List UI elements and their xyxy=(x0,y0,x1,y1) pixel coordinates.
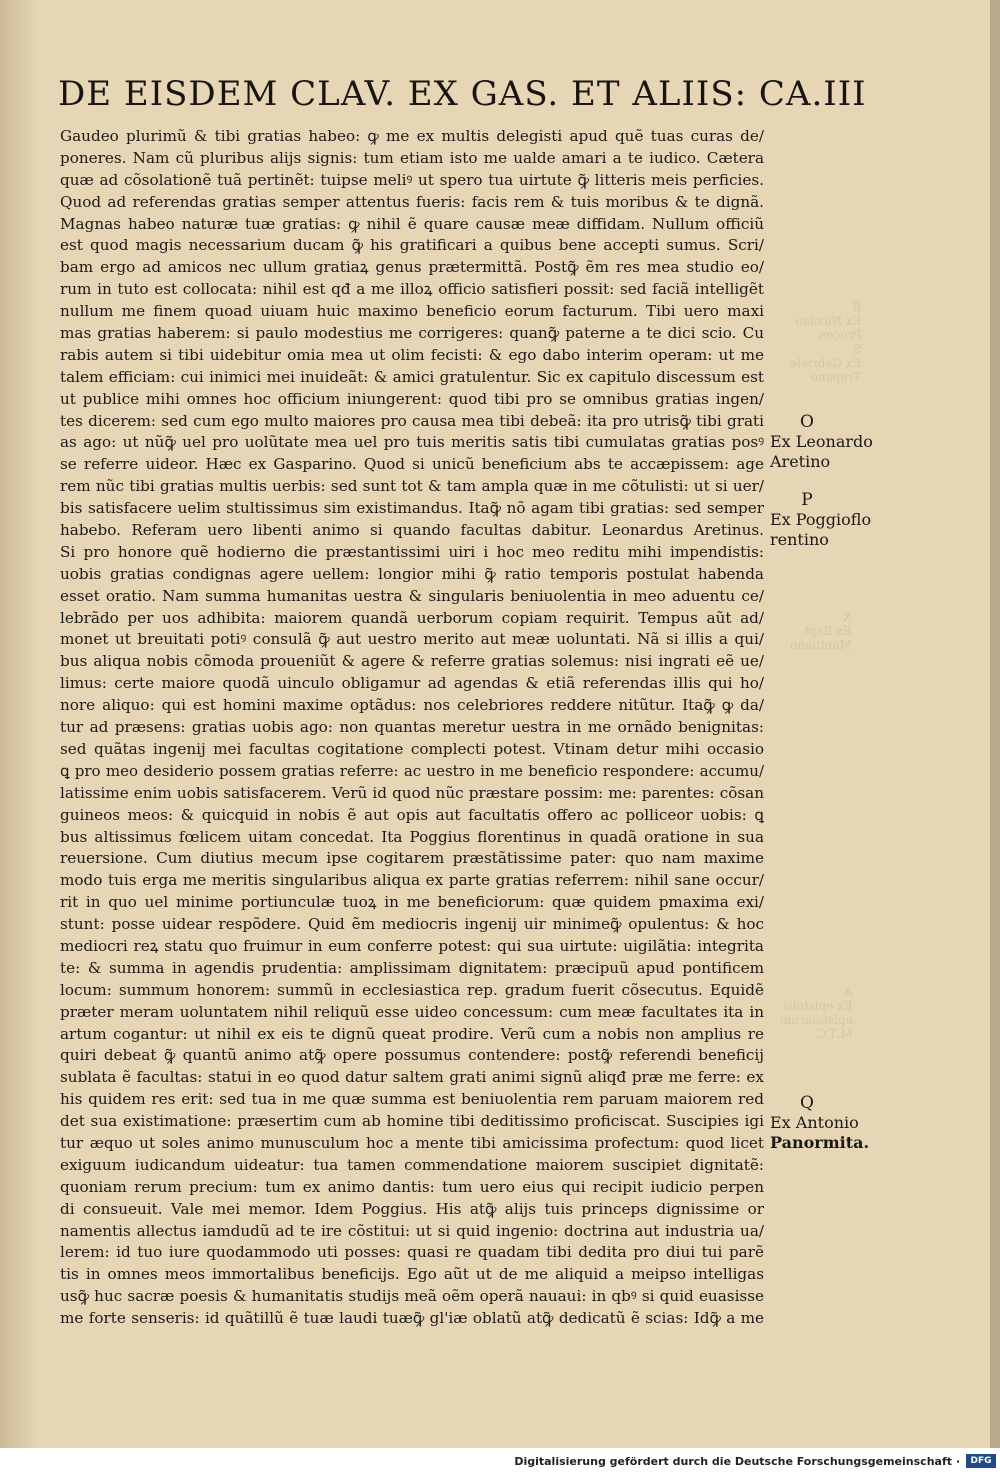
text-line: Si pro honore quẽ hodierno die præstantissimi uiri i hoc meo reditu mihi impendistis: xyxy=(60,542,764,561)
text-line: exiguum iudicandum uideatur: tua tamen commendatione maiorem suscipiet dignitatẽ: xyxy=(60,1155,764,1174)
text-line: talem efficiam: cui inimici mei inuideãt: & amici gratulentur. Sic ex capitulo discessum est xyxy=(60,367,764,386)
margin-note-line: Aretino xyxy=(770,452,831,471)
text-line: sed quãtas ingenij mei facultas cogitatione complecti potest. Vtinam detur mihi occasio xyxy=(60,739,764,758)
margin-note-antonio xyxy=(770,1093,869,1153)
text-line: habebo. Referam uero libenti animo si quando facultas dabitur. Leonardus Aretinus. xyxy=(60,521,764,540)
page-header: DE EISDEM CLAV. EX GAS. ET ALIIS: CA.III xyxy=(58,74,867,114)
body-text xyxy=(60,126,764,1330)
text-line: nullum me finem quoad uiuam huic maximo beneficio eorum facturum. Tibi uero maxi xyxy=(60,302,764,321)
text-line: ꝗ pro meo desiderio possem gratias referre: ac uestro in me beneficio respondere: accumu/ xyxy=(60,761,764,780)
text-line: quoniam rerum precium: tum ex animo dantis: tum uero eius qui recipit iudicio perpen xyxy=(60,1177,764,1196)
text-line: rum in tuto est collocata: nihil est qđ a me illoꝝ officio satisfieri possit: sed faciã intelligẽt xyxy=(60,280,764,299)
text-line: bus aliqua nobis cõmoda proueniũt & agere & referre gratias solemus: nisi ingrati eẽ ue/ xyxy=(60,652,764,671)
text-line: usꝙ̃ huc sacræ poesis & humanitatis studijs meã oẽm operã nauaui: in qbꝰ si quid euasisse xyxy=(60,1287,764,1306)
text-line: limus: certe maiore quodã uinculo obligamur ad agendas & etiã referendas illis qui ho/ xyxy=(60,674,764,693)
text-line: tis in omnes meos immortalibus beneficijs. Ego aũt ut de me aliquid a meipso intelligas xyxy=(60,1265,764,1284)
text-line: latissime enim uobis satisfacerem. Verũ id quod nũc præstare possim: me: parentes: cõsan xyxy=(60,783,764,802)
text-line: locum: summum honorem: summũ in ecclesiastica rep. gradum fuerit cõsecutus. Equidẽ xyxy=(60,980,764,999)
text-line: guineos meos: & quicquid in nobis ẽ aut opis aut facultatis offero ac polliceor uobis: ꝗ xyxy=(60,805,764,824)
text-line: te: & summa in agendis prudentia: amplissimam dignitatem: præcipuũ apud pontificem xyxy=(60,958,764,977)
text-line: artum cogantur: ut nihil ex eis te dignũ queat prodire. Verũ cum a nobis non amplius re xyxy=(60,1024,764,1043)
text-line: poneres. Nam cũ pluribus alijs signis: tum etiam isto me ualde amari a te iudico. Cætera xyxy=(60,148,764,167)
text-line: di consueuit. Vale mei memor. Idem Poggius. His atꝙ̃ alijs tuis princeps dignissime or xyxy=(60,1199,764,1218)
text-line: me forte senseris: id quãtillũ ẽ tuæ laudi tuæꝙ̃ gl'iæ oblatũ atꝙ̃ dedicatũ ẽ scias: Idꝙ̃ a me xyxy=(60,1309,764,1328)
text-line: stunt: posse uidear respõdere. Quid ẽm mediocris ingenij uir minimeꝙ̃ opulentus: & hoc xyxy=(60,915,764,934)
text-line: his quidem res erit: sed tua in me quæ summa est beniuolentia rem paruam maiorem red xyxy=(60,1090,764,1109)
text-line: lerem: id tuo iure quodammodo uti posses: quasi re quadam tibi dedita pro diui tui parẽ xyxy=(60,1243,764,1262)
text-line: Magnas habeo naturæ tuæ gratias: ꝙ nihil ẽ quare causæ meæ diffidam. Nullum officiũ xyxy=(60,214,764,233)
margin-note-leonardo xyxy=(770,412,873,472)
text-line: Quod ad referendas gratias semper attentus fueris: facis rem & tuis moribus & te dignã. xyxy=(60,192,764,211)
funding-credit: Digitalisierung gefördert durch die Deutsche Forschungsgemeinschaft · xyxy=(514,1455,960,1468)
text-line: se referre uideor. Hæc ex Gasparino. Quod si unicũ beneficium abs te accæpissem: age xyxy=(60,455,764,474)
text-line: rem nũc tibi gratias multis uerbis: sed sunt tot & tam ampla quæ in me cõtulisti: ut si uer/ xyxy=(60,477,764,496)
text-line: bus altissimus fœlicem uitam concedat. Ita Poggius florentinus in quadã oratione in sua xyxy=(60,827,764,846)
text-line: uobis gratias condignas agere uellem: longior mihi ꝙ̃ ratio temporis postulat habenda xyxy=(60,564,764,583)
text-line: lebrãdo per uos adhibita: maiorem quandã uerborum copiam requirit. Tempus aũt ad/ xyxy=(60,608,764,627)
text-line: quæ ad cõsolationẽ tuã pertinẽt: tuipse meliꝰ ut spero tua uirtute ꝙ̃ litteris meis perficies. xyxy=(60,170,764,189)
signature-mark: O xyxy=(800,412,814,432)
margin-note-line: Panormita. xyxy=(770,1133,870,1152)
text-line: quiri debeat ꝙ̃ quantũ animo atꝙ̃ opere possumus contendere: postꝙ̃ referendi beneficij xyxy=(60,1046,764,1065)
margin-note-poggio xyxy=(770,490,871,550)
bleed-through-text-2: X Ex Bapt. Mantuano xyxy=(790,610,852,652)
text-line: tes dicerem: sed cum ego multo maiores pro causa mea tibi debeã: ita pro utrisꝙ̃ tibi grati xyxy=(60,411,764,430)
text-line: bam ergo ad amicos nec ullum gratiaꝝ genus prætermittã. Postꝙ̃ ẽm res mea studio eo/ xyxy=(60,258,764,277)
text-line: reuersione. Cum diutius mecum ipse cogitarem præstãtissime pater: quo nam maxime xyxy=(60,849,764,868)
text-line: rit in quo uel minime portiunculæ tuoꝝ in me beneficiorum: quæ quidem pmaxima exi/ xyxy=(60,893,764,912)
text-line: esset oratio. Nam summa humanitas uestra & singularis beniuolentia in meo aduentu ce/ xyxy=(60,586,764,605)
text-line: Gaudeo plurimũ & tibi gratias habeo: ꝙ me ex multis delegisti apud quẽ tuas curas de/ xyxy=(60,127,764,145)
margin-note-line: Ex Poggioflo xyxy=(770,510,872,529)
bleed-through-text-3: A Ex epistolis epistolarum M.T.C. xyxy=(780,985,853,1041)
dfg-logo: DFG xyxy=(966,1454,996,1468)
text-line: mas gratias haberem: si paulo modestius me corrigeres: quanꝙ̃ paterne a te dici scio. Cu xyxy=(60,324,764,343)
text-line: tur æquo ut soles animo munusculum hoc a mente tibi amicissima profectum: quod licet xyxy=(60,1133,764,1152)
text-line: modo tuis erga me meritis singularibus aliqua ex parte gratias referrem: nihil sane occur/ xyxy=(60,871,764,890)
signature-mark: P xyxy=(801,490,813,510)
text-line: bis satisfacere uelim stultissimus sim existimandus. Itaꝙ̃ nõ agam tibi gratias: sed semper xyxy=(60,499,764,518)
signature-mark: Q xyxy=(800,1093,814,1113)
text-line: præter meram uoluntatem nihil reliquũ esse uideo concessum: cum meæ facultates ita in xyxy=(60,1002,764,1021)
text-line: nore aliquo: qui est homini maxime optãdus: nos celebriores reddere nitũtur. Itaꝙ̃ ꝙ da/ xyxy=(60,696,764,715)
text-line: rabis autem si tibi uidebitur omia mea ut olim fecisti: & ego dabo interim operam: ut me xyxy=(60,345,764,364)
text-line: est quod magis necessarium ducam ꝙ̃ his gratificari a quibus bene accepti sumus. Scri/ xyxy=(60,236,764,255)
margin-note-line: Ex Leonardo xyxy=(770,432,873,451)
text-line: sublata ẽ facultas: statui in eo quod datur saltem grati animi signũ aliqđ præ me ferre: ex xyxy=(60,1068,764,1087)
bleed-through-text: R Ex Nicolao Procon S Ex Gabriele Trepano xyxy=(790,300,862,384)
text-line: mediocri reꝝ statu quo fruimur in eum conferre potest: qui sua uirtute: uigilãtia: integrita xyxy=(60,936,764,955)
text-line: tur ad præsens: gratias uobis ago: non quantas meretur uestra in me ornãdo benignitas: xyxy=(60,718,764,737)
text-line: namentis allectus iamdudũ ad te ire cõstitui: ut si quid ingenio: doctrina aut industria ua/ xyxy=(60,1221,764,1240)
margin-note-line: Ex Antonio xyxy=(770,1113,859,1132)
text-line: as ago: ut nũꝙ̃ uel pro uolũtate mea uel pro tuis meritis satis tibi cumulatas gratias posꝰ xyxy=(60,433,764,452)
text-line: det sua existimatione: præsertim cum ab homine tibi deditissimo proficiscat. Suscipies igi xyxy=(60,1112,764,1131)
page-gutter-shadow xyxy=(0,0,40,1448)
text-line: monet ut breuitati potiꝰ consulã ꝙ̃ aut uestro merito aut meæ uoluntati. Nã si illis a qui/ xyxy=(60,630,764,649)
text-line: ut publice mihi omnes hoc officium iniungerent: quod tibi pro se omnibus gratias ingen/ xyxy=(60,389,764,408)
margin-note-line: rentino xyxy=(770,530,829,549)
